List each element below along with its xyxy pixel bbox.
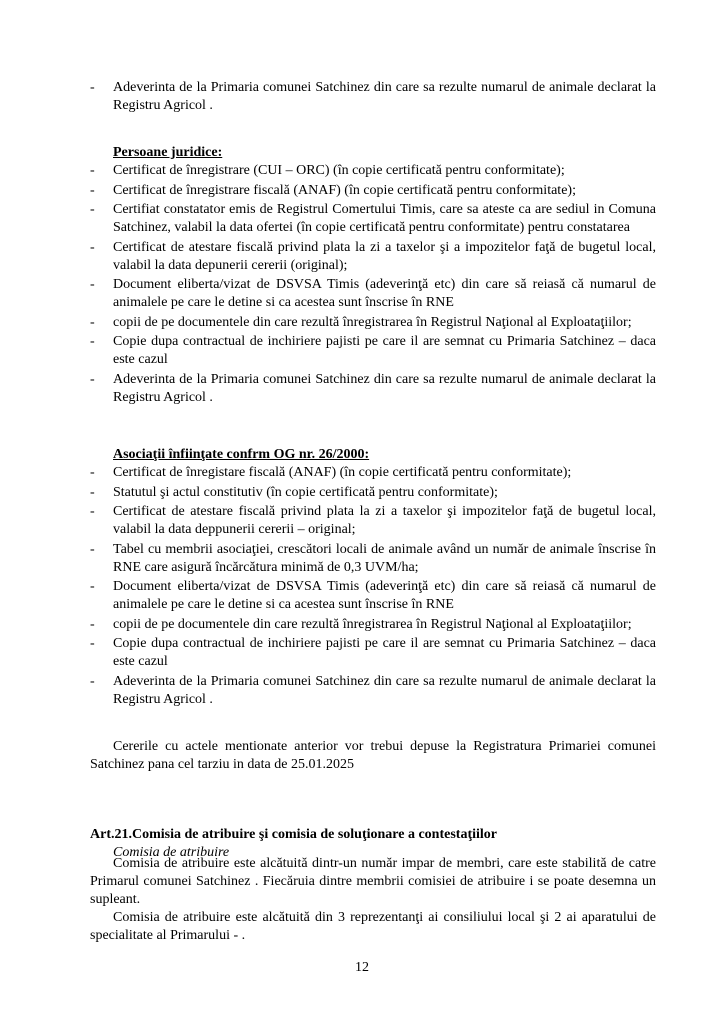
list-item-text: Adeverinta de la Primaria comunei Satchinez din care sa rezulte numarul de animale declarat la Registru Agricol . (113, 371, 656, 405)
article-paragraph-2: Comisia de atribuire este alcătuită din 3 reprezentanţi ai consiliului local şi 2 ai aparatului de specialitate al Primarului - . (90, 910, 656, 943)
page-number: 12 (355, 960, 369, 975)
list-item-text: Certifiat constatator emis de Registrul Comertului Timis, care sa ateste ca are sediul in Comuna Satchinez, valabil la data ofertei (în copie certificată pentru conformitate) pentru constatarea (113, 202, 656, 235)
list-item-text: Statutul şi actul constitutiv (în copie certificată pentru conformitate); (113, 484, 498, 500)
list-item (90, 484, 656, 502)
list-item-text: Certificat de înregistare fiscală (ANAF) (în copie certificată pentru conformitate); (113, 465, 572, 480)
list-item-text: Certificat de înregistrare (CUI – ORC) (în copie certificată pentru conformitate); (113, 163, 565, 178)
list-item (90, 314, 656, 332)
list-dash: - (90, 182, 95, 198)
list-item (90, 673, 656, 709)
list-dash: - (90, 163, 95, 178)
list-dash: - (90, 277, 95, 292)
section-heading-persoane-juridice: Persoane juridice: (113, 145, 223, 160)
list-dash: - (90, 484, 95, 500)
section-heading-asociatii: Asociaţii înfiinţate confrm OG nr. 26/2000: (113, 447, 370, 462)
list-item-text: Certificat de înregistrare fiscală (ANAF) (în copie certificată pentru conformitate); (113, 182, 576, 198)
list-dash: - (90, 465, 95, 480)
list-dash: - (90, 314, 95, 330)
list-item (90, 635, 656, 671)
list-item-text: Copie dupa contractual de inchiriere pajisti pe care il are semnat cu Primaria Satchinez – daca este cazul (113, 334, 656, 367)
list-item-text: Certificat de atestare fiscală privind plata la zi a taxelor şi impozitelor faţă de bugetul local, valabil la data deppunerii cererii – original; (113, 504, 656, 537)
list-item (90, 162, 656, 180)
list-item-text: copii de pe documentele din care rezultă înregistrarea în Registrul Naţional al Exploataţiilor; (113, 314, 632, 330)
list-item-text: Document eliberta/vizat de DSVSA Timis (adeverinţă etc) din care să reiasă că numarul de animalele pe care le detine si ca acestea sunt înscrise în RNE (113, 579, 656, 612)
cereri-paragraph: Cererile cu actele mentionate anterior vor trebui depuse la Registratura Primariei comunei Satchinez pana cel tarziu in data de 25.01.2025 (90, 739, 656, 772)
list-dash: - (90, 579, 95, 594)
list-item-text: Copie dupa contractual de inchiriere pajisti pe care il are semnat cu Primaria Satchinez – daca este cazul (113, 636, 656, 669)
list-item-text: Document eliberta/vizat de DSVSA Timis (adeverinţă etc) din care să reiasă că numarul de animalele pe care le detine si ca acestea sunt înscrise în RNE (113, 277, 656, 310)
list-item-text: Tabel cu membrii asociaţiei, crescători locali de animale având un număr de animale înscrise în RNE care asigură încărcătura minimă de 0,3 UVM/ha; (113, 541, 656, 575)
list-item (90, 371, 656, 407)
list-dash: - (90, 616, 95, 632)
list-dash: - (90, 239, 95, 255)
list-item-text: Certificat de atestare fiscală privind plata la zi a taxelor şi a impozitelor faţă de bugetul local, valabil la data depunerii cererii (original); (113, 239, 656, 273)
list-dash: - (90, 504, 95, 519)
list-item (90, 79, 656, 115)
list-item-text: Adeverinta de la Primaria comunei Satchinez din care sa rezulte numarul de animale declarat la Registru Agricol . (113, 673, 656, 707)
list-dash: - (90, 202, 95, 217)
list-dash: - (90, 371, 95, 387)
article-title: Art.21.Comisia de atribuire şi comisia de soluţionare a contestaţiilor (90, 827, 497, 842)
list-dash: - (90, 541, 95, 557)
list-item-text: Adeverinta de la Primaria comunei Satchinez din care sa rezulte numarul de animale declarat la Registru Agricol . (113, 80, 656, 113)
list-dash: - (90, 636, 95, 651)
list-item (90, 276, 656, 312)
list-item (90, 333, 656, 369)
list-dash: - (90, 334, 95, 349)
list-item (90, 239, 656, 275)
asociatii-list (90, 464, 656, 710)
article-paragraph-1: Comisia de atribuire este alcătuită dintr-un număr impar de membri, care este stabilită de catre Primarul comunei Satchinez . Fiecăruia dintre membrii comisiei de atribuire i se poate desemna un supleant. (90, 856, 656, 907)
list-item (90, 201, 656, 237)
article-subtitle: Comisia de atribuire (113, 845, 230, 860)
list-dash: - (90, 673, 95, 689)
list-item-text: copii de pe documentele din care rezultă înregistrarea în Registrul Naţional al Exploataţiilor; (113, 616, 632, 632)
list-item (90, 578, 656, 614)
list-dash: - (90, 80, 95, 95)
top-list (90, 79, 656, 117)
list-item (90, 503, 656, 539)
list-item (90, 616, 656, 634)
persoane-juridice-list (90, 162, 656, 408)
list-item (90, 182, 656, 200)
list-item (90, 464, 656, 482)
list-item (90, 541, 656, 577)
